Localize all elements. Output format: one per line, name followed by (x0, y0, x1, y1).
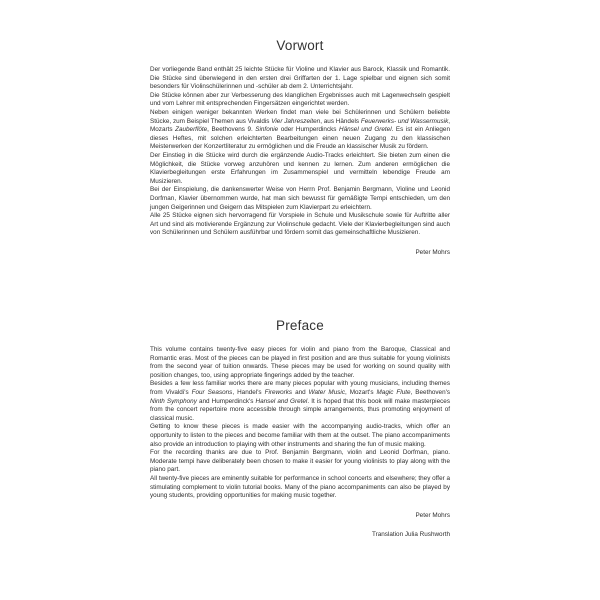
paragraph: Neben einigen weniger bekannten Werken findet man viele bei Schülerinnen und Schülern beliebte Stücke, zum Beispiel Themen aus Vivaldis Vier Jahreszeiten, aus Händels Feuerwerks- und Wassermusik, Mozarts Zauberflöte, Beethovens 9. Sinfonie oder Humperdincks Hänsel und Gretel. Es ist ein Anliegen dieses Heftes, mit solchen erleichterten Bearbeitungen einen neuen Zugang zu den klassischen Meisterwerken der Konzertliteratur zu ermöglichen und die Freude an klassischer Musik zu fördern. (150, 108, 451, 151)
paragraph: Getting to know these pieces is made easier with the accompanying audio-tracks, which offer an opportunity to listen to the pieces and become familiar with them at the outset. The piano accompaniments also provide an introduction to playing with other instruments and sharing the fun of music making. (150, 423, 450, 448)
vorwort-body (150, 66, 450, 238)
vorwort-title: Vorwort (276, 38, 324, 53)
paragraph: Alle 25 Stücke eignen sich hervorragend für Vorspiele in Schule und Musikschule sowie für Auftritte aller Art und sind als motivierende Ergänzung zur Violinschule gedacht. Viele der Klavierbegleitungen sind auch von Schülerinnen und Schülern ausführbar und fördern somit das gemeinschaftliche Musizieren. (150, 212, 450, 237)
paragraph: For the recording thanks are due to Prof. Benjamin Bergmann, violin and Leonid Dorfman, piano. Moderate tempi have deliberately been chosen to make it easier for young violinists to play along with the piano part. (150, 449, 450, 474)
preface-translation-credit: Translation Julia Rushworth (371, 531, 450, 539)
vorwort-signature: Peter Mohrs (415, 248, 450, 256)
paragraph: Bei der Einspielung, die dankenswerter Weise von Herrn Prof. Benjamin Bergmann, Violine und Leonid Dorfman, Klavier übernommen wurde, hat man sich bewusst für gemäßigte Tempi entschieden, um den jungen Geigerinnen und Geigern das Mitspielen zum Klavierpart zu erleichtern. (150, 186, 450, 211)
vorwort-section (150, 38, 450, 257)
paragraph: All twenty-five pieces are eminently suitable for performance in school concerts and elsewhere; they offer a stimulating complement to violin tutorial books. Many of the piano accompaniments can also be played by young students, providing opportunities for making music together. (150, 474, 450, 500)
preface-signature: Peter Mohrs (415, 511, 450, 519)
paragraph: Die Stücke können aber zur Verbesserung des klanglichen Ergebnisses auch mit Lagenwechseln gespielt und vom Lehrer mit entsprechenden Fingersätzen eingerichtet werden. (150, 91, 450, 108)
preface-body (150, 346, 450, 501)
preface-section (150, 318, 450, 540)
paragraph: This volume contains twenty-five easy pieces for violin and piano from the Baroque, Classical and Romantic eras. Most of the pieces can be played in first position and are thus suitable for young violinists from the second year of tuition onwards. These pieces may be used for working on sound quality with position changes, too, using appropriate fingerings added by the teacher. (150, 346, 450, 379)
paragraph: Besides a few less familiar works there are many pieces popular with young musicians, including themes from Vivaldi's Four Seasons, Handel's Fireworks and Water Music, Mozart's Magic Flute, Beethoven's Ninth Symphony and Humperdinck's Hansel and Gretel. It is hoped that this book will make masterpieces from the concert repertoire more accessible through simple arrangements, thus promoting enjoyment of classical music. (150, 380, 450, 422)
paragraph: Der Einstieg in die Stücke wird durch die ergänzende Audio-Tracks erleichtert. Sie bieten zum einen die Möglichkeit, die Stücke vorweg anzuhören und kennen zu lernen. Zum anderen ermöglichen die Klavierbegleitungen erste Erfahrungen im Zusammenspiel und vermitteln lebendige Freude am Musizieren. (150, 151, 450, 185)
paragraph: Der vorliegende Band enthält 25 leichte Stücke für Violine und Klavier aus Barock, Klassik und Romantik. Die Stücke sind überwiegend in den ersten drei Griffarten der 1. Lage spielbar und eignen sich somit besonders für Violinschülerinnen und -schüler ab dem 2. Unterrichtsjahr. (150, 66, 450, 91)
preface-title: Preface (276, 318, 324, 333)
